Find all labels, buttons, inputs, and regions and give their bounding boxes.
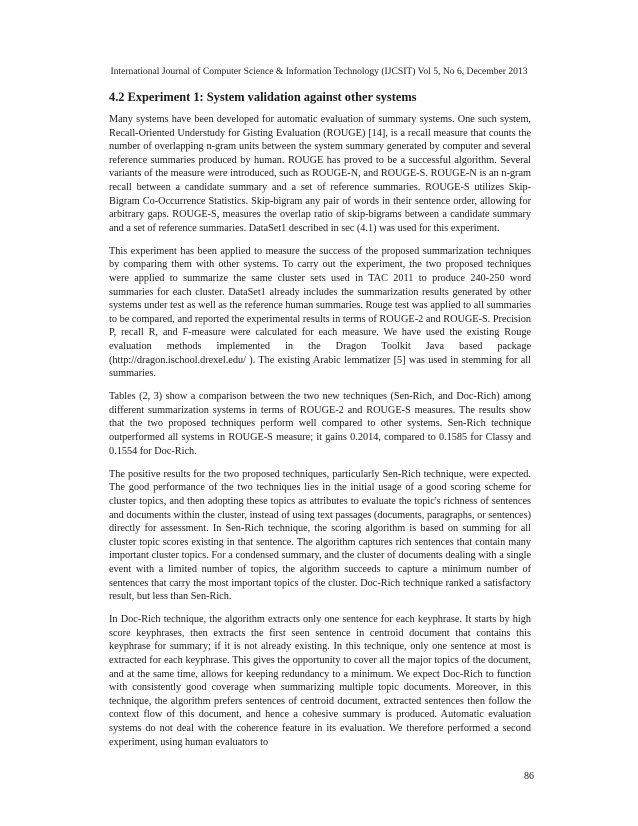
paragraph-sen-rich-discussion: The positive results for the two proposed techniques, particularly Sen-Rich technique, were expected. The good performance of the two techniques lies in the initial usage of a good scoring scheme for cluster topics, and then adopting these topics as attributes to evaluate the topic's richness of sentences and documents within the cluster, instead of using text passages (documents, paragraphs, or sentences) directly for assessment. In Sen-Rich technique, the scoring algorithm is based on summing for all cluster topic scores existing in that sentence. The algorithm captures rich sentences that contain many important cluster topics. For a condensed summary, and the cluster of documents dealing with a single event with a limited number of topics, the algorithm succeeds to capture a minimum number of sentences that carry the most important topics of the cluster. Doc-Rich technique ranked a satisfactory result, but less than Sen-Rich.: [109, 468, 531, 603]
paragraph-doc-rich-discussion: In Doc-Rich technique, the algorithm extracts only one sentence for each keyphrase. It starts by high score keyphrases, then extracts the first seen sentence in centroid document that contains this keyphrase for summary; if it is not already existing. In this technique, only one sentence at most is extracted for each keyphrase. This gives the opportunity to cover all the major topics of the document, and at the same time, allows for keeping redundancy to a minimum. We expect Doc-Rich to function with consistently good coverage when summarizing multiple topic documents. Moreover, in this technique, the algorithm prefers sentences of centroid document, extracted sentences then follow the context flow of this document, and hence a cohesive summary is produced. Automatic evaluation systems do not deal with the coherence feature in its evaluation. We therefore performed a second experiment, using human evaluators to: [109, 614, 531, 748]
page-number: 86: [524, 771, 534, 782]
paragraph-rouge-intro: Many systems have been developed for automatic evaluation of summary systems. One such system, Recall-Oriented Understudy for Gisting Evaluation (ROUGE) [14], is a recall measure that counts the number of overlapping n-gram units between the system summary generated by computer and several reference summaries produced by human. ROUGE has proved to be a successful algorithm. Several variants of the measure were introduced, such as ROUGE-N, and ROUGE-S. ROUGE-N is an n-gram recall between a candidate summary and a set of reference summaries. ROUGE-S utilizes Skip-Bigram Co-Occurrence Statistics. Skip-bigram any pair of words in their sentence order, allowing for arbitrary gaps. ROUGE-S, measures the overlap ratio of skip-bigrams between a candidate summary and a set of reference summaries. DataSet1 described in sec (4.1) was used for this experiment.: [109, 114, 531, 234]
section-heading: 4.2 Experiment 1: System validation against other systems: [109, 90, 417, 104]
body-text: [109, 90, 531, 759]
paragraph-experiment-setup: This experiment has been applied to measure the success of the proposed summarization techniques by comparing them with other systems. To carry out the experiment, the two proposed techniques were applied to summarize the same cluster sets used in TAC 2011 to produce 240-250 word summaries for each cluster. DataSet1 already includes the summarization results generated by other systems under test as well as the reference human summaries. Rouge test was applied to all summaries to be compared, and reported the experimental results in terms of ROUGE-2 and ROUGE-S. Precision P, recall R, and F-measure were calculated for each measure. We have used the existing Rouge evaluation methods implemented in the Dragon Toolkit Java based package (http://dragon.ischool.drexel.edu/ ). The existing Arabic lemmatizer [5] was used in stemming for all summaries.: [109, 245, 531, 380]
paragraph-results-comparison: Tables (2, 3) show a comparison between the two new techniques (Sen-Rich, and Doc-Rich) among different summarization systems in terms of ROUGE-2 and ROUGE-S measures. The results show that the two proposed techniques perform well compared to other systems. Sen-Rich technique outperformed all systems in ROUGE-S measure; it gains 0.2014, compared to 0.1585 for Classy and 0.1554 for Doc-Rich.: [109, 391, 531, 457]
running-header: International Journal of Computer Science & Information Technology (IJCSIT) Vol 5, No 6, December 2013: [110, 66, 528, 77]
